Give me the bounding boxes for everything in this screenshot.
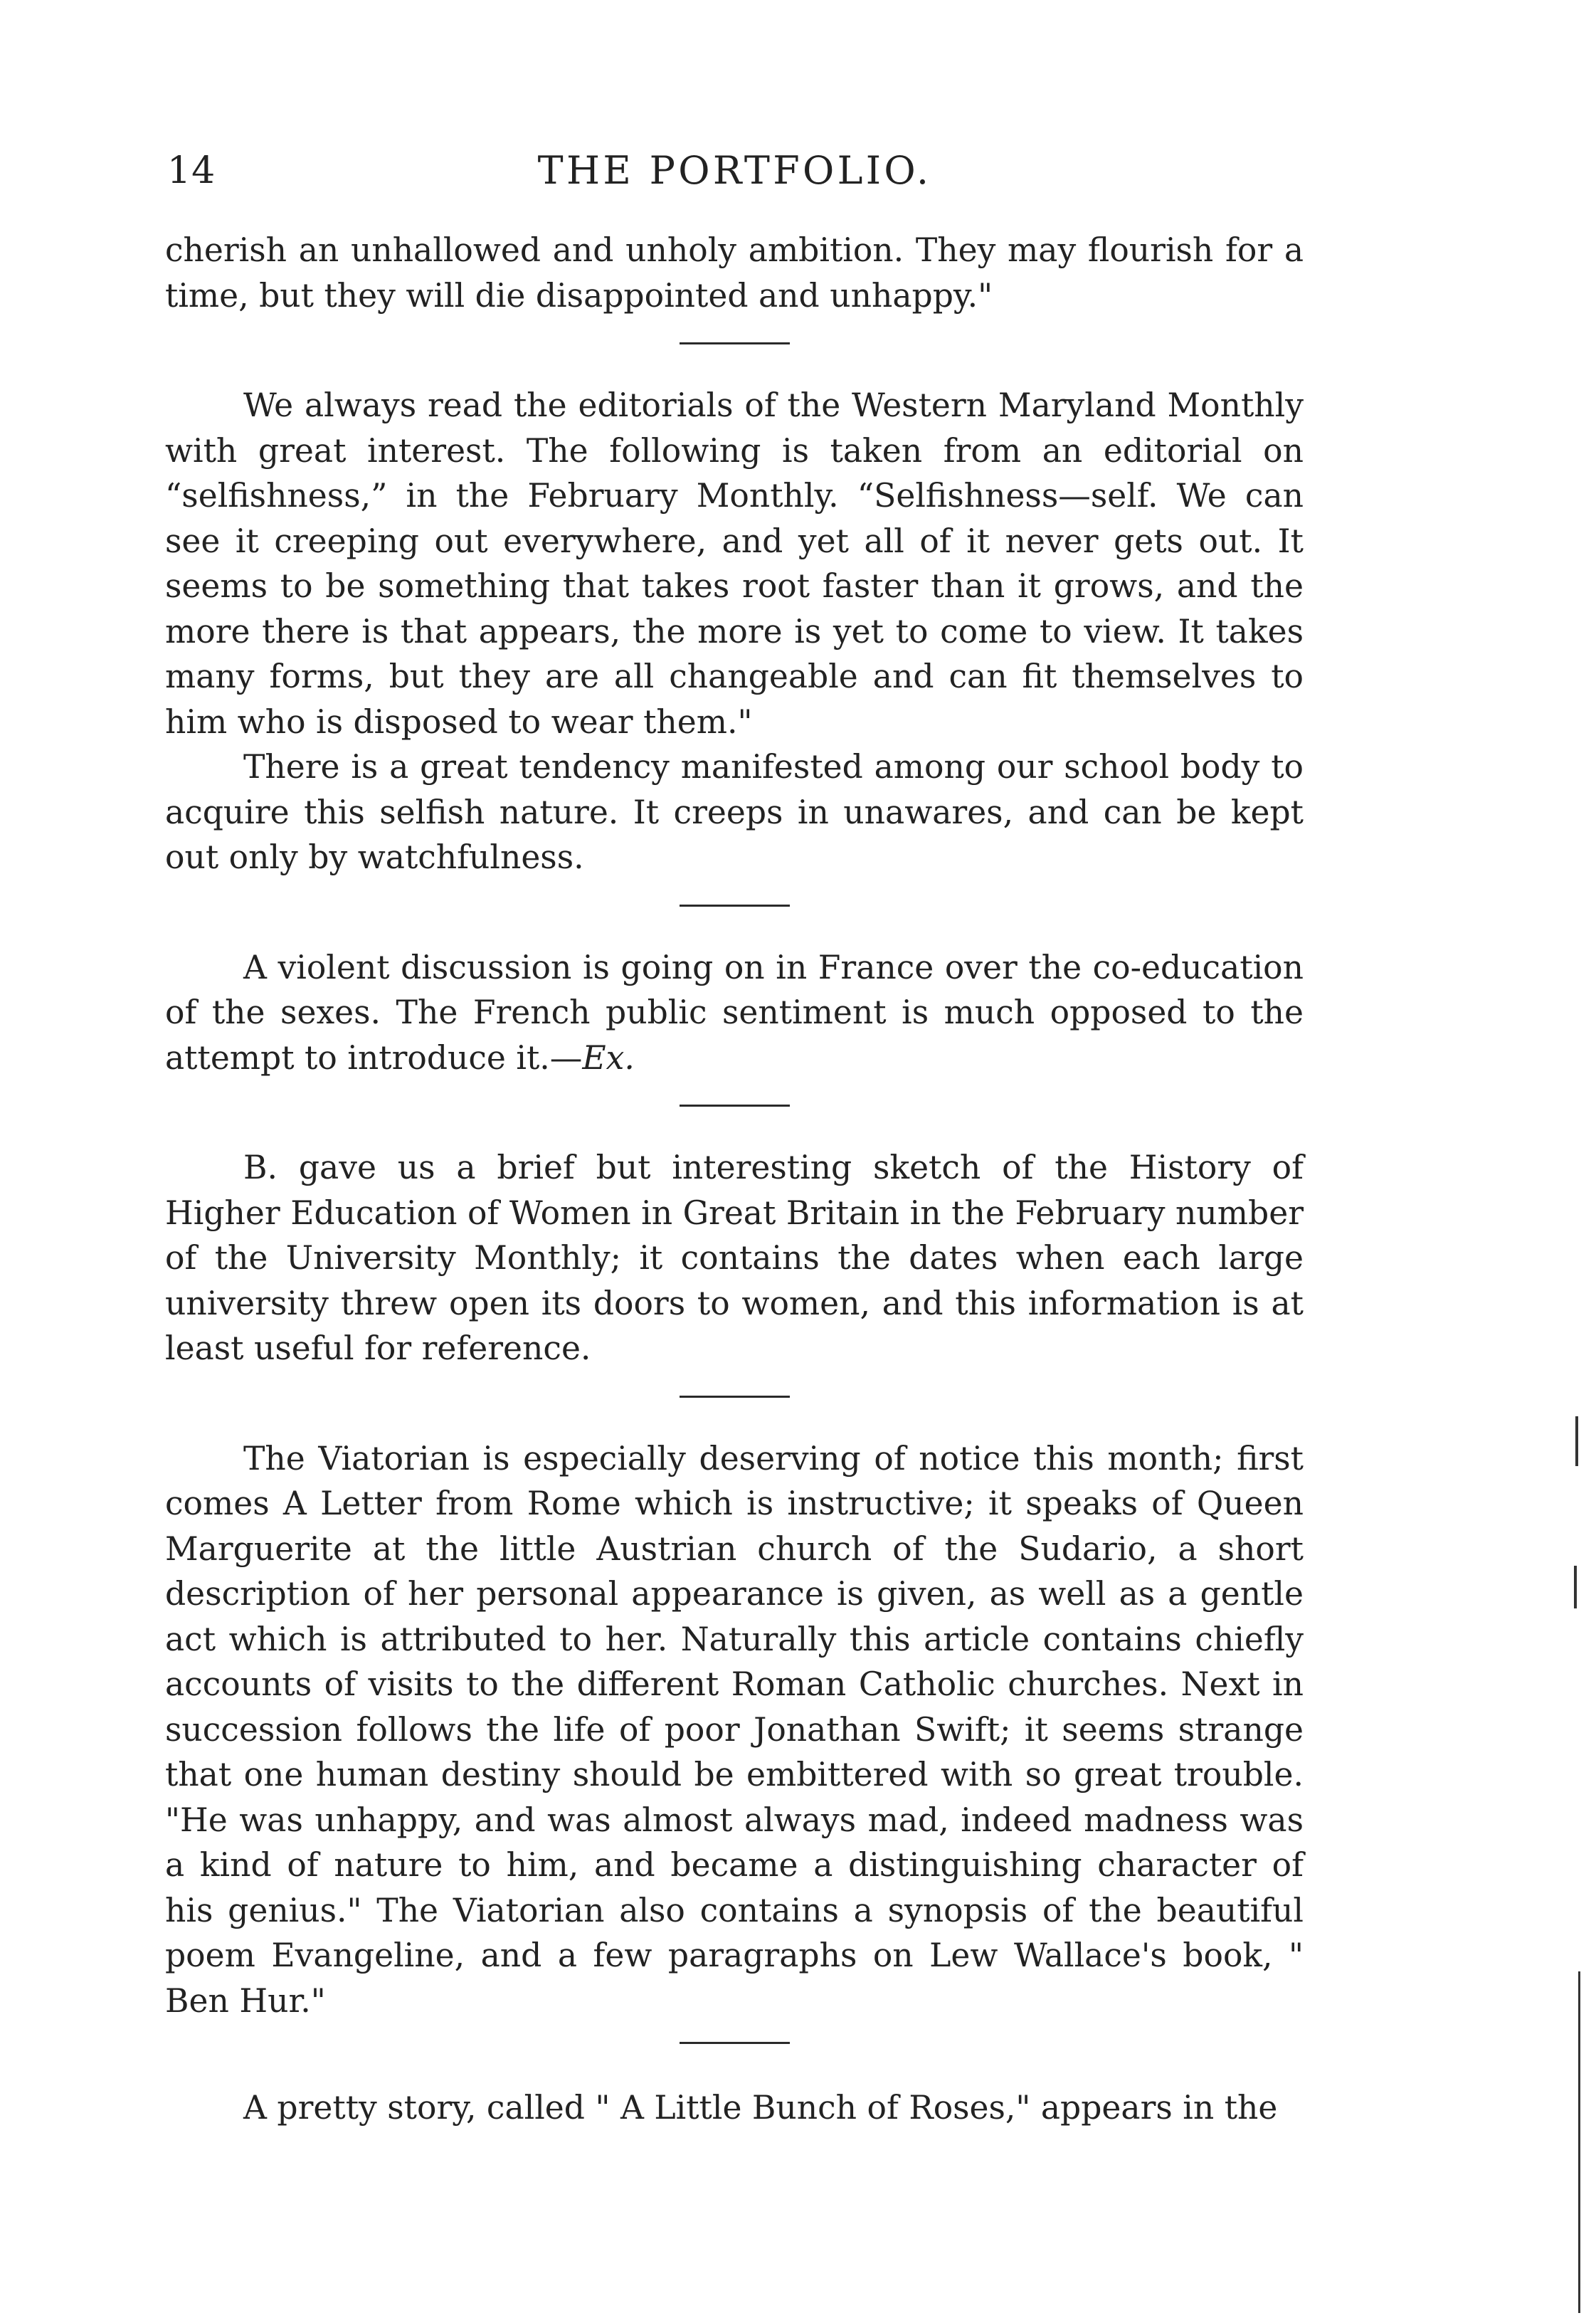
section-divider — [680, 1396, 790, 1398]
page-number: 14 — [167, 149, 216, 192]
paragraph-viatorian: The Viatorian is especially deserving of notice this month; first comes A Letter from Rome which is instructive; it speaks of Queen Marguerite at the little Austrian church of the Sudario, a short description of her personal appearance is given, as well as a gentle act which is attributed to her. Naturally this article contains chiefly accounts of visits to the different Roman Catholic churches. Next in succession follows the life of poor Jonathan Swift; it seems strange that one human destiny should be embittered with so great trouble. "He was unhappy, and was almost always mad, indeed madness was a kind of nature to him, and became a distinguishing character of his genius." The Viatorian also contains a synopsis of the beautiful poem Evangeline, and a few paragraphs on Lew Wallace's book, " Ben Hur." — [165, 1439, 1304, 2020]
co-education-text: A violent discussion is going on in France over the co-education of the sexes. The French public sentiment is much opposed to the attempt to introduce it.— — [165, 948, 1304, 1077]
section-divider — [680, 342, 790, 344]
scan-edge-mark — [1578, 1971, 1580, 2313]
paragraph-co-education — [165, 945, 1304, 1081]
paragraph-higher-education: B. gave us a brief but interesting sketch of the History of Higher Education of Women in Great Britain in the February number of the University Monthly; it contains the dates when each large university threw open its doors to women, and this information is at least useful for reference. — [165, 1149, 1304, 1367]
journal-title: THE PORTFOLIO. — [537, 148, 932, 193]
paragraph-editorial-quote: We always read the editorials of the Western Maryland Monthly with great interest. The following is taken from an editorial on “selfishness,” in the February Monthly. “Selfishness—self. We can see it creeping out everywhere, and yet all of it never gets out. It seems to be something that takes root faster than it grows, and the more there is that appears, the more is yet to come to view. It takes many forms, but they are all changeable and can fit themselves to him who is disposed to wear them." — [165, 386, 1304, 741]
paragraph-school-body: There is a great tendency manifested among our school body to acquire this selfish nature. It creeps in unawares, and can be kept out only by watchfulness. — [165, 748, 1304, 876]
section-divider — [680, 1105, 790, 1107]
running-head — [167, 139, 1302, 203]
scan-edge-mark — [1575, 1416, 1578, 1466]
body-text — [165, 228, 1304, 2131]
section-divider — [680, 2042, 790, 2044]
paragraph-continued: cherish an unhallowed and unholy ambition. They may flourish for a time, but they will die disappointed and unhappy." — [165, 231, 1304, 315]
paragraph-little-bunch-of-roses: A pretty story, called " A Little Bunch of Roses," appears in the — [243, 2089, 1278, 2127]
section-divider — [680, 905, 790, 907]
source-abbrev: Ex. — [582, 1038, 635, 1077]
scan-edge-mark — [1574, 1566, 1577, 1608]
